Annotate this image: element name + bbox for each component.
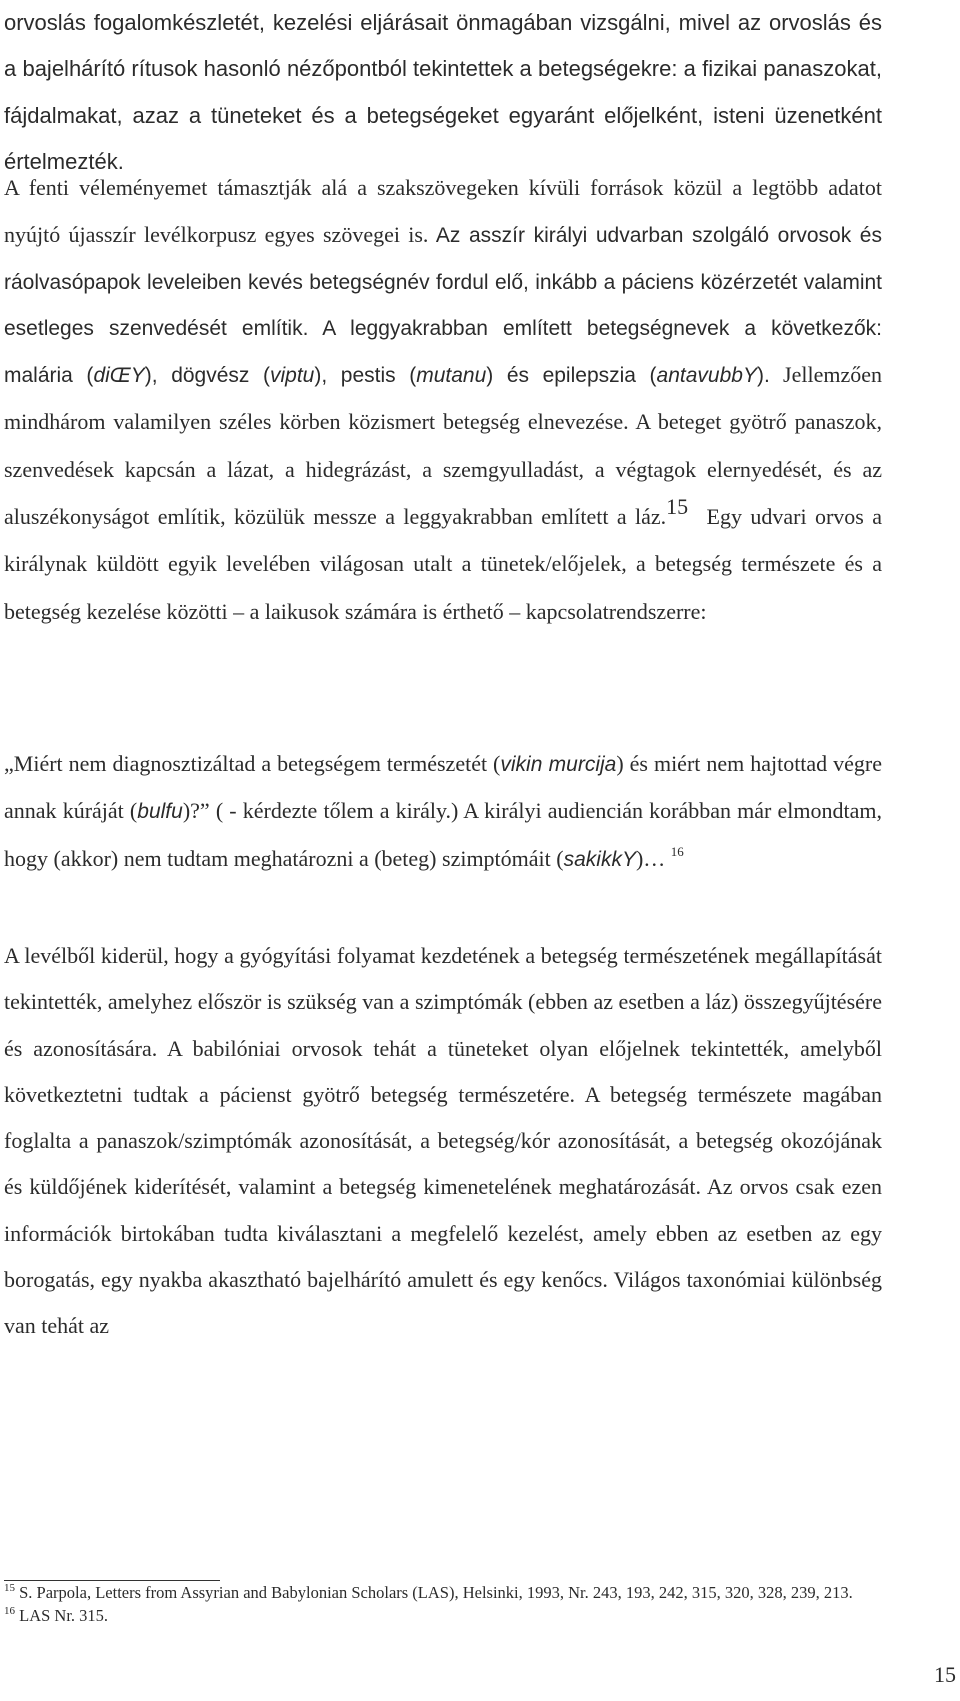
footnotes (4, 1581, 864, 1627)
quote-text: )?” ( - kérdezte tőlem a király.) A királyi audiencián korábban már elmondtam, hogy (akkor) nem tudtam meghatározni a (beteg) szimptómáit ( (4, 798, 883, 871)
term-malaria: diŒY (93, 364, 145, 388)
paragraph-sources (4, 165, 882, 636)
paragraph-sources-symptoms: A beteget gyötrő panaszok, szenvedések kapcsán a lázat, a hidegrázást, a szemgyulladást, a végtagok elernyedését, és az aluszékonyságot említik, közülük messze a leggyakrabban említett a láz. (4, 409, 882, 530)
footnote-15 (4, 1581, 864, 1604)
term-cure: bulfu (137, 800, 183, 824)
footnote-ref-16[interactable]: 16 (670, 843, 684, 859)
footnote-text: S. Parpola, Letters from Assyrian and Babylonian Scholars (LAS), Helsinki, 1993, Nr. 243, 193, 242, 315, 320, 328, 239, 213. (19, 1583, 853, 1602)
paragraph-sources-letter: Egy udvari orvos a királynak küldött egyik levelében világosan utalt a tünetek/előjelek, a betegség természete és a betegség kezelése közötti – a laikusok számára is érthető – kapcsolatrendszerre: (4, 504, 882, 624)
quote-text: ) és miért nem hajtottad végre annak kúráját ( (4, 751, 883, 824)
quote-text: „Miért nem diagnosztizáltad a betegségem természetét ( (4, 751, 501, 776)
text-fragment: ), dögvész ( (144, 364, 270, 388)
footnote-ref-15[interactable]: 15 (666, 494, 689, 520)
footnote-number: 16 (4, 1605, 15, 1617)
paragraph-sources-opening: A fenti véleményemet támasztják alá a szakszövegeken kívüli források közül a legtöbb adatot nyújtó újasszír levélkorpusz egyes szövegei is. (4, 175, 882, 248)
text-fragment: ), pestis ( (314, 364, 417, 388)
text-fragment: ). (756, 364, 770, 388)
paragraph-analysis: A levélből kiderül, hogy a gyógyítási folyamat kezdetének a betegség természetének megállapítását tekintették, amelyhez először is szükség van a szimptómák (ebben az esetben a láz) összegyűjtésére és azonosítására. A babilóniai orvosok tehát a tüneteket olyan előjelnek tekintették, amelyből következtetni tudtak a pácienst gyötrő betegség természetére. A betegség természete magában foglalta a panaszok/szimptómák azonosítását, a betegség/kór azonosítását, a betegség okozójának és küldőjének kiderítését, valamint a betegség kimenetelének meghatározását. Az orvos csak ezen információk birtokában tudta kiválasztani a megfelelő kezelést, amely ebben az esetben az egy borogatás, egy nyakba akasztható bajelhárító amulett és egy kenőcs. Világos taxonómiai különbség van tehát az (4, 943, 882, 1339)
term-symptoms: sakikkY (563, 847, 636, 871)
paragraph-intro: orvoslás fogalomkészletét, kezelési eljárásait önmagában vizsgálni, mivel az orvoslás és a bajelhárító rítusok hasonló nézőpontból tekintettek a betegségekre: a fizikai panaszokat, fájdalmakat, azaz a tüneteket és a betegségeket egyaránt előjelként, isteni üzenetként értelmezték. (4, 10, 882, 174)
paragraph-sources-diseases: Az asszír királyi udvarban szolgáló orvosok és ráolvasópapok leveleiben kevés betegségnév fordul elő, inkább a páciens közérzetét valamint esetleges szenvedését említik. A leggyakrabban említett betegségnevek a következők: malária ( (4, 224, 882, 388)
quote-text: )… (635, 845, 671, 871)
footnote-number: 15 (4, 1582, 15, 1594)
term-nature-of-disease: vikin murcija (500, 753, 617, 776)
footnote-16 (4, 1604, 864, 1627)
block-quote (4, 741, 882, 883)
paragraph-sources-common-names: Jellemzően mindhárom valamilyen széles körben közismert betegség elnevezése. (4, 362, 882, 435)
term-pestilence: mutanu (416, 364, 487, 388)
page-number: 15 (934, 1662, 956, 1687)
term-epilepsy: antavubbY (656, 364, 757, 388)
term-plague: viptu (270, 364, 315, 388)
footnote-text: LAS Nr. 315. (19, 1606, 109, 1625)
text-fragment: ) és epilepszia ( (486, 364, 657, 388)
